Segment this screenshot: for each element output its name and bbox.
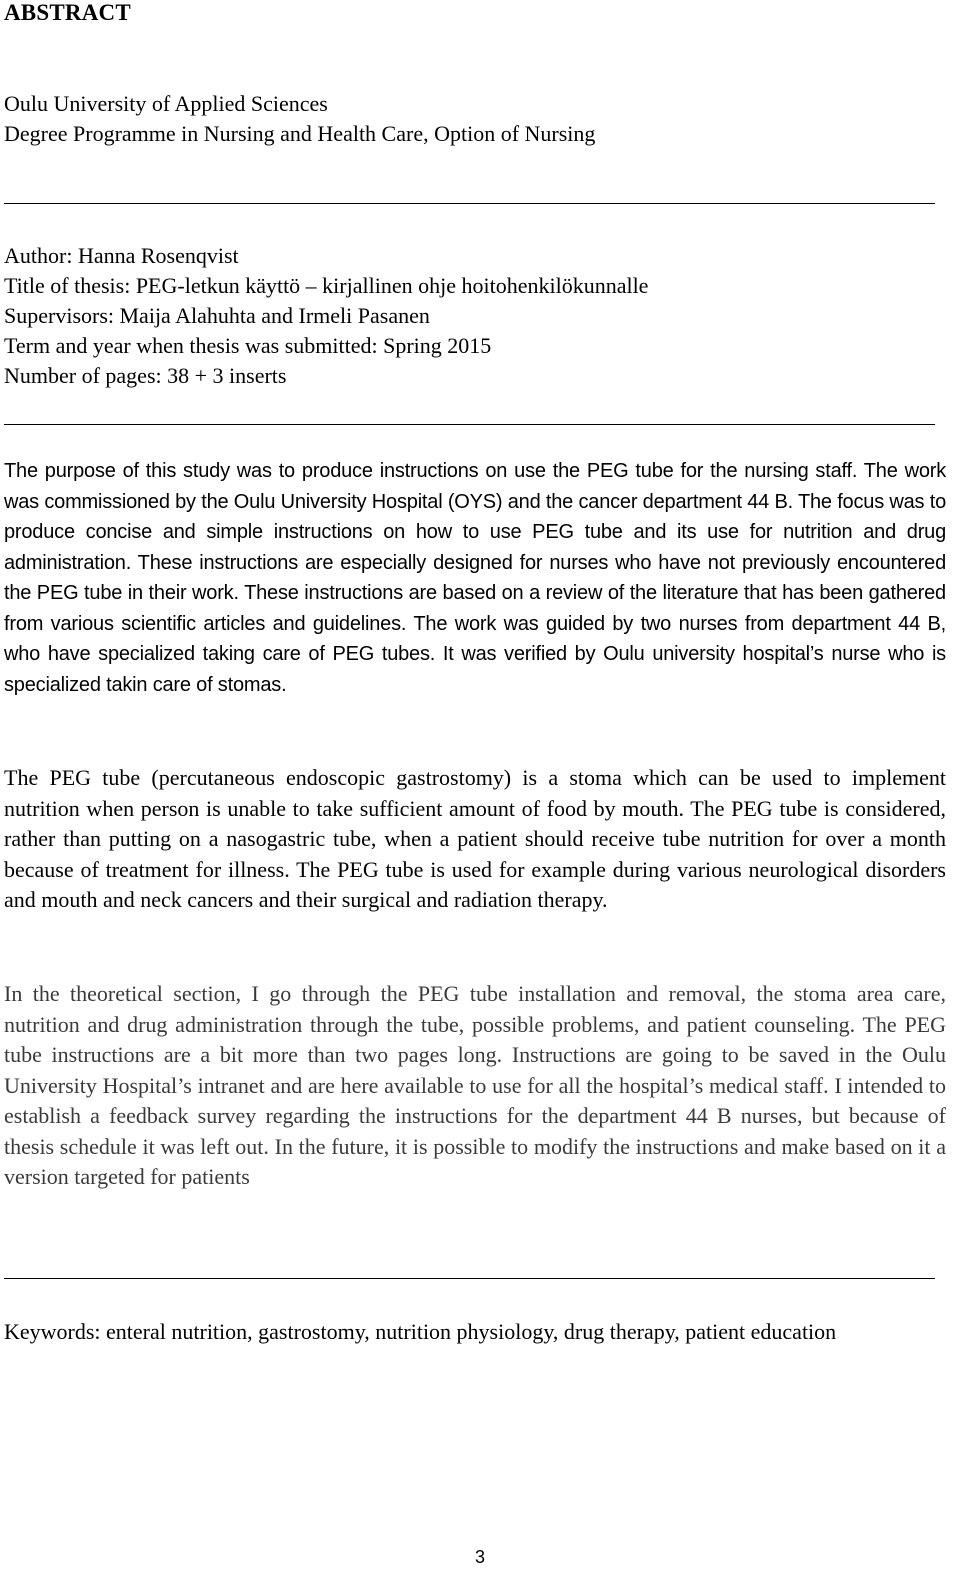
- page-number: 3: [474, 1547, 485, 1567]
- page-heading: ABSTRACT: [4, 0, 131, 25]
- keywords: Keywords: enteral nutrition, gastrostomy, nutrition physiology, drug therapy, patient education: [4, 1319, 837, 1344]
- abstract-paragraph-3: In the theoretical section, I go through the PEG tube installation and removal, the stoma area care, nutrition and drug administration through the tube, possible problems, and patient counseling. The PEG tube instructions are a bit more than two pages long. Instructions are going to be saved in the Oulu University Hospital’s intranet and are here available to use for all the hospital’s medical staff. I intended to establish a feedback survey regarding the instructions for the department 44 B nurses, but because of thesis schedule it was left out. In the future, it is possible to modify the instructions and make based on it a version targeted for patients: [4, 981, 946, 1189]
- divider-top: [4, 203, 935, 204]
- thesis-details: [4, 241, 956, 391]
- divider-middle: [4, 424, 935, 425]
- term-line: Term and year when thesis was submitted: Spring 2015: [4, 333, 492, 358]
- abstract-paragraph-1: The purpose of this study was to produce instructions on use the PEG tube for the nursing staff. The work was commissioned by the Oulu University Hospital (OYS) and the cancer department 44 B. The focus was to produce concise and simple instructions on how to use PEG tube and its use for nutrition and drug administration. These instructions are especially designed for nurses who have not previously encountered the PEG tube in their work. These instructions are based on a review of the literature that has been gathered from various scientific articles and guidelines. The work was guided by two nurses from department 44 B, who have specialized taking care of PEG tubes. It was verified by Oulu university hospital’s nurse who is specialized takin care of stomas.: [4, 460, 946, 696]
- pages-line: Number of pages: 38 + 3 inserts: [4, 363, 287, 388]
- degree-programme: Degree Programme in Nursing and Health Care, Option of Nursing: [4, 121, 596, 146]
- divider-bottom: [4, 1278, 935, 1279]
- author-line: Author: Hanna Rosenqvist: [4, 243, 239, 268]
- institution-block: [4, 89, 956, 149]
- supervisors-line: Supervisors: Maija Alahuhta and Irmeli Pasanen: [4, 303, 430, 328]
- abstract-paragraph-2: The PEG tube (percutaneous endoscopic gastrostomy) is a stoma which can be used to implement nutrition when person is unable to take sufficient amount of food by mouth. The PEG tube is considered, rather than putting on a nasogastric tube, when a patient should receive tube nutrition for over a month because of treatment for illness. The PEG tube is used for example during various neurological disorders and mouth and neck cancers and their surgical and radiation therapy.: [4, 765, 946, 912]
- title-line: Title of thesis: PEG-letkun käyttö – kirjallinen ohje hoitohenkilökunnalle: [4, 273, 649, 298]
- institution-name: Oulu University of Applied Sciences: [4, 91, 328, 116]
